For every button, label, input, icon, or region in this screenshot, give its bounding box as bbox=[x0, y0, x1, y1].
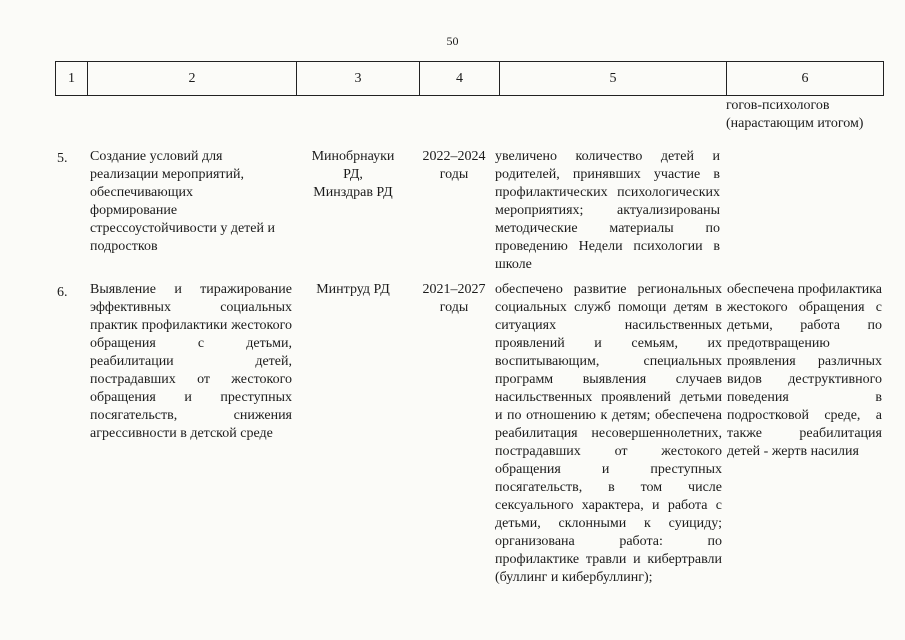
executor-line: РД, bbox=[343, 167, 363, 182]
row-number: 5. bbox=[57, 151, 68, 166]
action-description: Выявление и тиражирование эффективных социальных практик профилактики жестокого обращения с детьми, реабилитации детей, пострадавших от жестокого обращения и преступных посягательств, снижения агрессивности в детской среде bbox=[90, 282, 292, 441]
executors bbox=[298, 148, 408, 202]
term-years: 2021–2027 bbox=[422, 282, 486, 297]
column-header-3: 3 bbox=[297, 62, 420, 96]
term bbox=[414, 148, 494, 184]
term-unit: годы bbox=[439, 300, 469, 315]
term-years: 2022–2024 bbox=[422, 149, 486, 164]
column-header-row bbox=[56, 62, 884, 96]
column-header-1: 1 bbox=[56, 62, 88, 96]
term bbox=[414, 281, 494, 317]
page-number: 50 bbox=[446, 34, 459, 48]
executor-line: Минобрнауки bbox=[311, 149, 395, 164]
target-indicator: обеспечена профилактика жестокого обращения с детьми, работа по предотвращению проявления различных видов деструктивного поведения в подростковой среде, а также реабилитация детей - жертв насилия bbox=[727, 282, 882, 459]
expected-result: обеспечено развитие региональных социальных служб помощи детям в ситуациях насильственных проявлений и семьям, их воспитывающим, специальных программ выявления случаев насильственных проявлений детьми и по отношению к детям; обеспечена реабилитация несовершеннолетних, пострадавших от жестокого обращения и преступных посягательств, в том числе сексуального характера, и работа с детьми, склонными к суициду; организована работа: по профилактике травли и кибертравли (буллинг и кибербуллинг); bbox=[495, 282, 722, 585]
column-header-4: 4 bbox=[420, 62, 500, 96]
column-header-table bbox=[55, 61, 884, 96]
column-header-6: 6 bbox=[727, 62, 884, 96]
column-header-2: 2 bbox=[88, 62, 297, 96]
executor-line: Минздрав РД bbox=[313, 185, 393, 200]
executors bbox=[298, 281, 408, 299]
executor-line: Минтруд РД bbox=[316, 282, 390, 297]
column-header-5: 5 bbox=[500, 62, 727, 96]
action-description: Создание условий для реализации мероприятий, обеспечивающих формирование стрессоустойчивости у детей и подростков bbox=[90, 149, 275, 254]
expected-result: увеличено количество детей и родителей, принявших участие в профилактических психологических мероприятиях; актуализированы методические материалы по проведению Недели психологии в школе bbox=[495, 149, 720, 272]
carryover-indicator-text: гогов-психологов (нарастающим итогом) bbox=[726, 98, 864, 131]
term-unit: годы bbox=[439, 167, 469, 182]
row-number: 6. bbox=[57, 285, 68, 300]
